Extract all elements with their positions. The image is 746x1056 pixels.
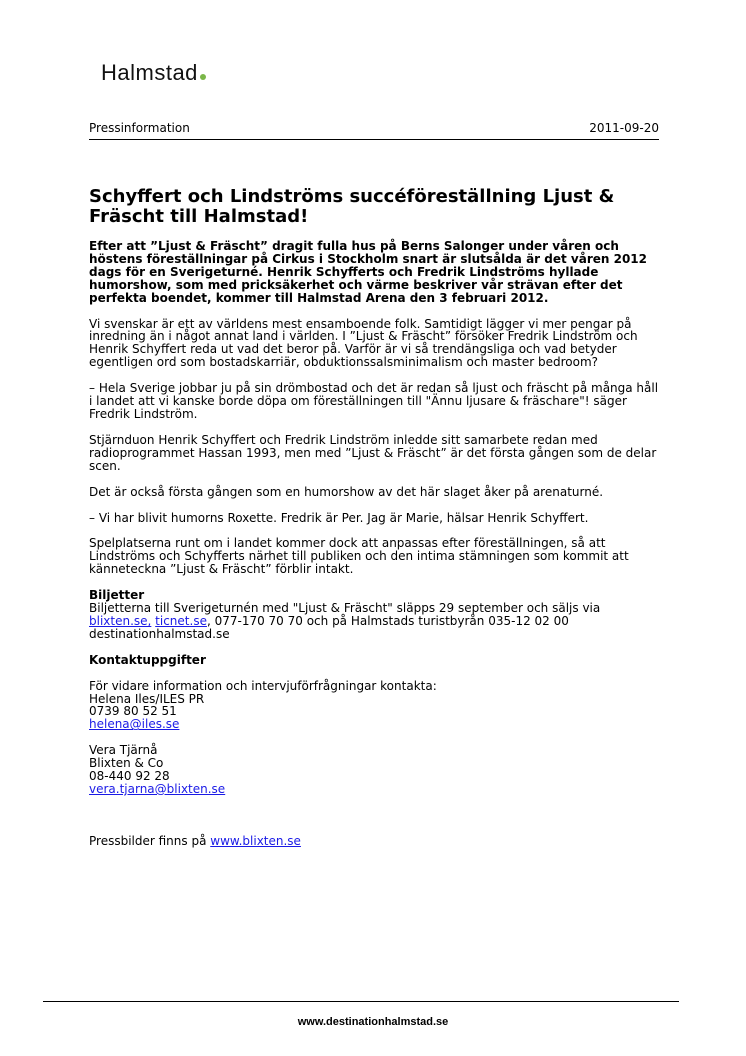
- contacts-intro: För vidare information och intervjuförfrågningar kontakta:: [89, 678, 437, 693]
- footer-divider: [43, 1001, 679, 1002]
- tickets-text-after: , 077-170 70 70 och på Halmstads turistbyrån 035-12 02 00 destinationhalmstad.se: [89, 613, 569, 641]
- ticnet-link[interactable]: ticnet.se: [155, 613, 207, 628]
- contact-2-phone: 08-440 92 28: [89, 769, 170, 784]
- contact-2-name: Vera Tjärnå: [89, 743, 158, 758]
- contact-2-email-link[interactable]: vera.tjarna@blixten.se: [89, 782, 226, 796]
- press-release-body: [89, 187, 661, 861]
- document-label: Pressinformation: [89, 121, 190, 135]
- header-divider: [89, 139, 659, 140]
- halmstad-logo: [101, 58, 206, 88]
- body-paragraph-6: Spelplatserna runt om i landet kommer dock att anpassas efter föreställningen, så att Lindströms och Schyfferts närhet till publiken och den intima stämningen som kommit att känneteckna ”Ljust & Fräscht” förblir intakt.: [89, 536, 629, 577]
- press-images-line: [89, 835, 661, 848]
- document-meta-row: [89, 118, 659, 138]
- headline: Schyffert och Lindströms succéföreställning Ljust & Fräscht till Halmstad!: [89, 186, 615, 227]
- logo-dot-icon: [200, 74, 206, 80]
- body-paragraph-1: Vi svenskar är ett av världens mest ensamboende folk. Samtidigt lägger vi mer pengar på inredning än i något annat land i världen. I ”Ljust & Fräscht” försöker Fredrik Lindström och Henrik Schyffert reda ut vad det beror på. Varför är vi så trendängsliga och vad betyder egentligen ord som bostadskarriär, obduktionssalsminimalism och master bedroom?: [89, 316, 638, 370]
- document-date: 2011-09-20: [589, 121, 659, 135]
- contact-1-email-link[interactable]: helena@iles.se: [89, 717, 180, 732]
- contact-1-phone: 0739 80 52 51: [89, 704, 177, 719]
- tickets-heading: Biljetter: [89, 588, 145, 603]
- section-spacer: [89, 809, 661, 835]
- tickets-text-before: Biljetterna till Sverigeturnén med "Ljust & Fräscht" släpps 29 september och säljs via: [89, 601, 601, 616]
- lead-paragraph: Efter att ”Ljust & Fräscht” dragit fulla hus på Berns Salonger under våren och höstens föreställningar på Cirkus i Stockholm snart är slutsålda är det våren 2012 dags för en Sverigeturné. Henrik Schyfferts och Fredrik Lindströms hyllade humorshow, som med pricksäkerhet och värme beskriver vår strävan efter det perfekta boendet, kommer till Halmstad Arena den 3 februari 2012.: [89, 239, 648, 305]
- contact-helena: [89, 680, 661, 732]
- body-paragraph-2: – Hela Sverige jobbar ju på sin drömbostad och det är redan så ljust och fräscht på många håll i landet att vi kanske borde döpa om föreställningen till "Ännu ljusare & fräschare"! säger Fredrik Lindström.: [89, 381, 659, 421]
- contacts-heading: Kontaktuppgifter: [89, 652, 206, 667]
- press-images-text: Pressbilder finns på: [89, 833, 211, 848]
- body-paragraph-5: – Vi har blivit humorns Roxette. Fredrik är Per. Jag är Marie, hälsar Henrik Schyffert.: [89, 510, 589, 525]
- press-images-link[interactable]: www.blixten.se: [210, 833, 301, 848]
- contact-vera: [89, 744, 661, 796]
- contact-1-name: Helena Iles/ILES PR: [89, 691, 205, 706]
- contact-2-company: Blixten & Co: [89, 756, 164, 771]
- logo-text: Halmstad: [101, 60, 198, 85]
- body-paragraph-3: Stjärnduon Henrik Schyffert och Fredrik Lindström inledde sitt samarbete redan med radioprogrammet Hassan 1993, men med ”Ljust & Fräscht” är det första gången som de delar scen.: [89, 432, 657, 473]
- blixten-link[interactable]: blixten.se,: [89, 613, 152, 628]
- tickets-section: [89, 589, 661, 641]
- body-paragraph-4: Det är också första gången som en humorshow av det här slaget åker på arenaturné.: [89, 484, 604, 499]
- footer-url: www.destinationhalmstad.se: [297, 1016, 449, 1028]
